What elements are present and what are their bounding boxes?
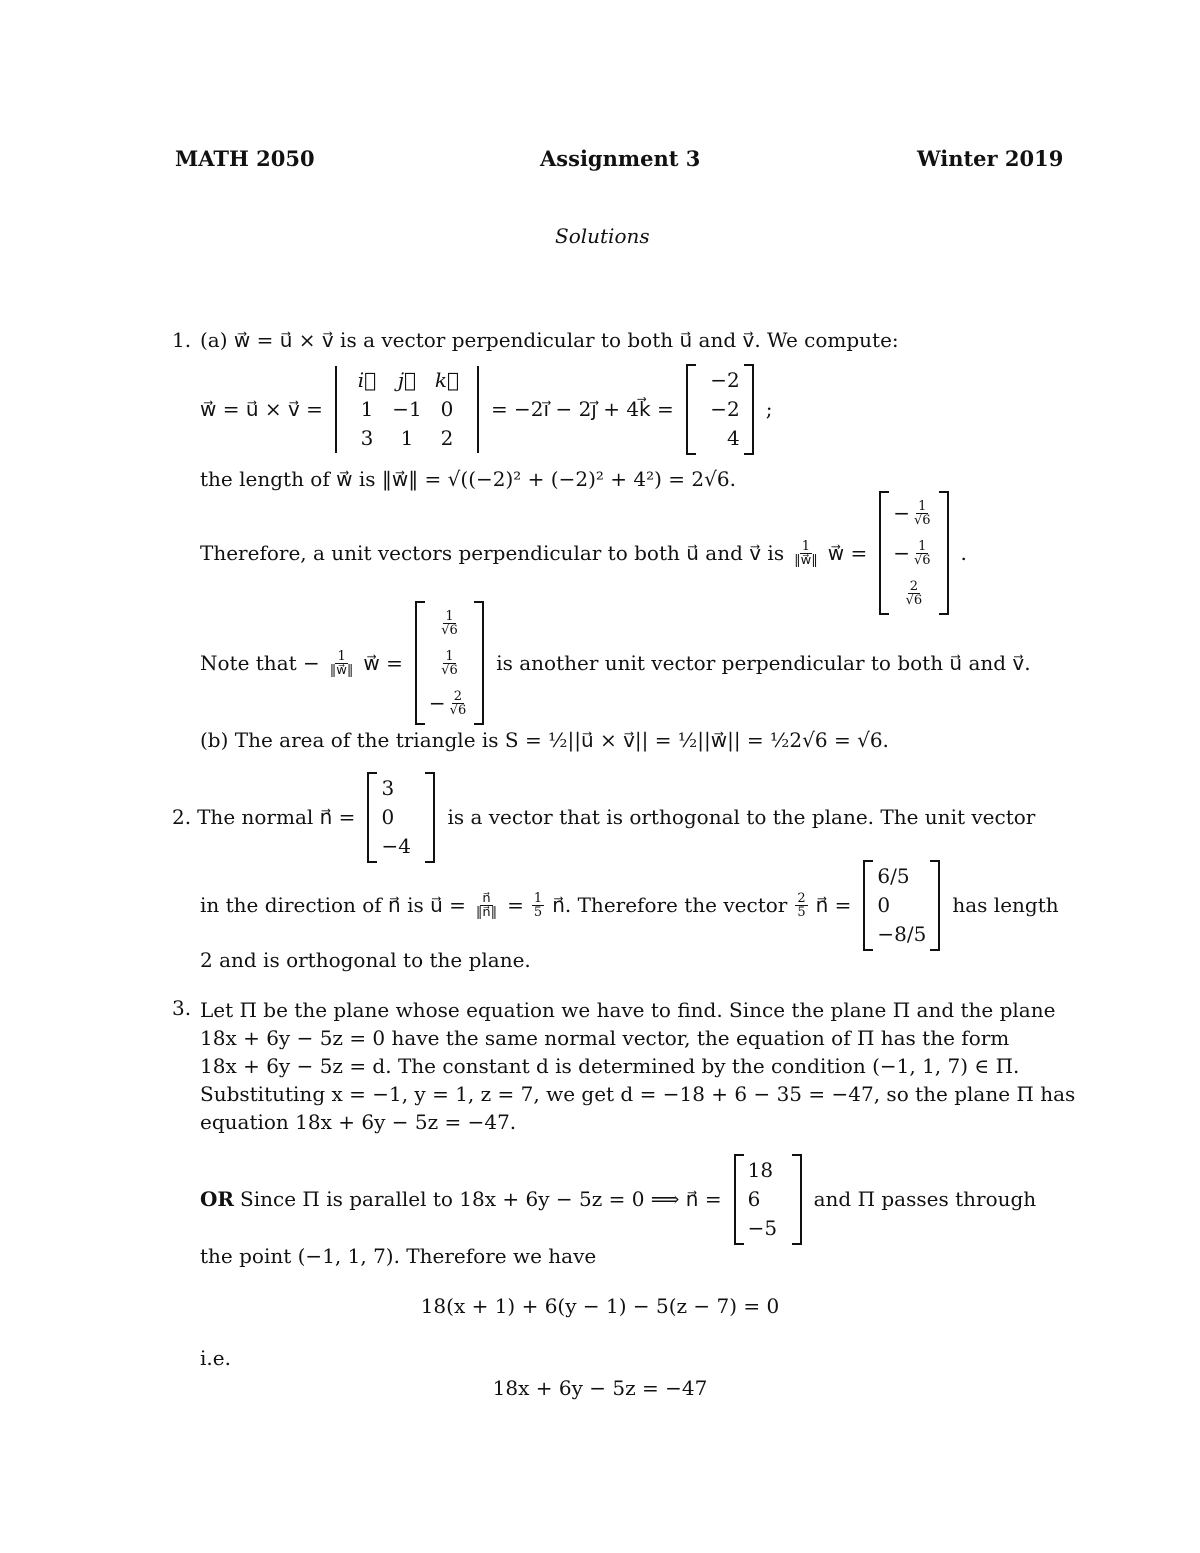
- ie-text: i.e.: [200, 1346, 231, 1370]
- frac-den: √6: [441, 622, 458, 638]
- determinant: [335, 366, 479, 453]
- fraction: [328, 650, 356, 677]
- vector-entry: [429, 643, 470, 683]
- sign: −: [893, 541, 910, 565]
- q2-direction-line: [200, 860, 1059, 950]
- det-cell: j⃗: [397, 368, 417, 392]
- q3-number: 3.: [172, 996, 192, 1020]
- frac-den: √6: [913, 512, 931, 528]
- frac-den: ‖n⃗‖: [475, 904, 498, 920]
- course-title: MATH 2050: [175, 146, 315, 171]
- subtitle: Solutions: [555, 224, 650, 248]
- vector-entry: −4: [381, 833, 411, 858]
- dir-n: n⃗ =: [815, 893, 852, 917]
- vector-entry: [429, 683, 470, 723]
- sign: −: [428, 691, 446, 715]
- vector-entry: −2: [710, 396, 740, 421]
- or-text: Since Π is parallel to 18x + 6y − 5z = 0 ⟹ n⃗ =: [240, 1187, 722, 1211]
- dir-mid: n⃗. Therefore the vector: [552, 893, 788, 917]
- frac-num: 1: [337, 648, 346, 664]
- frac-den: 5: [533, 904, 543, 920]
- note-vector: [415, 601, 484, 725]
- cross-product-line: [200, 364, 773, 454]
- note-w: w⃗ =: [363, 651, 403, 675]
- cross-lhs: w⃗ = u⃗ × v⃗ =: [200, 397, 323, 421]
- length-text: the length of w⃗ is ‖w⃗‖ = √((−2)² + (−2)² + 4²) = 2√6.: [200, 467, 736, 491]
- q3-or-line: [200, 1154, 1036, 1244]
- vector-entry: 3: [381, 775, 395, 800]
- term-title: Winter 2019: [917, 146, 1064, 171]
- cross-mid: = −2i⃗ − 2j⃗ + 4k⃗ =: [490, 397, 674, 421]
- frac-den: √6: [913, 552, 931, 568]
- vector-entry: [429, 603, 470, 643]
- frac-num: 1: [445, 608, 454, 624]
- frac-num: 1: [533, 890, 543, 906]
- vector-entry: 6/5: [877, 863, 910, 888]
- normal-suffix: is a vector that is orthogonal to the plane. The unit vector: [447, 805, 1036, 829]
- equals: =: [507, 893, 524, 917]
- or-vector: [734, 1154, 802, 1245]
- vector-entry: 4: [727, 425, 740, 450]
- vector-entry: 6: [747, 1186, 761, 1211]
- vector-entry: [893, 493, 934, 533]
- paragraph-line: 18x + 6y − 5z = 0 have the same normal vector, the equation of Π has the form: [200, 1026, 1010, 1050]
- q2-number: 2.: [172, 805, 192, 829]
- paragraph-line: 18x + 6y − 5z = d. The constant d is determined by the condition (−1, 1, 7) ∈ Π.: [200, 1054, 1020, 1078]
- paragraph-line: equation 18x + 6y − 5z = −47.: [200, 1110, 517, 1134]
- det-cell: 1: [360, 397, 374, 421]
- frac-num: 1: [801, 538, 811, 554]
- result-vector: [863, 860, 940, 951]
- frac-num: 2: [909, 578, 919, 594]
- note-suffix: is another unit vector perpendicular to both u⃗ and v⃗.: [496, 651, 1031, 675]
- vector-entry: −5: [747, 1215, 778, 1240]
- q2-normal-line: [172, 772, 1035, 862]
- or-suffix: and Π passes through: [813, 1187, 1037, 1211]
- vector-entry: 0: [381, 804, 395, 829]
- frac-num: 1: [918, 498, 927, 514]
- vector-entry: 18: [747, 1157, 774, 1182]
- frac-num: 2: [453, 688, 463, 704]
- q1-a-intro: (a) w⃗ = u⃗ × v⃗ is a vector perpendicular to both u⃗ and v⃗. We compute:: [200, 328, 899, 352]
- frac-num: 1: [918, 538, 927, 554]
- assignment-title: Assignment 3: [540, 146, 701, 171]
- w-vector: [686, 364, 754, 455]
- frac-den: ‖w⃗‖: [794, 552, 818, 568]
- frac-den: √6: [441, 662, 458, 678]
- fraction: [474, 892, 499, 919]
- q1-b-text: (b) The area of the triangle is S = ½||u⃗ × v⃗|| = ½||w⃗|| = ½2√6 = √6.: [200, 728, 889, 752]
- unit-vector-line: [200, 498, 967, 608]
- fraction: [532, 892, 544, 919]
- frac-num: 2: [797, 890, 806, 906]
- unit-w: w⃗ =: [827, 541, 868, 565]
- det-cell: −1: [392, 397, 422, 421]
- note-prefix: Note that −: [200, 651, 320, 675]
- dir-suffix: has length: [952, 893, 1059, 917]
- paragraph-line: Let Π be the plane whose equation we have to find. Since the plane Π and the plane: [200, 998, 1056, 1022]
- det-cell: i⃗: [357, 368, 377, 392]
- point-text: the point (−1, 1, 7). Therefore we have: [200, 1244, 597, 1268]
- fraction: [792, 540, 820, 567]
- det-cell: 3: [360, 426, 374, 450]
- unit-text: Therefore, a unit vectors perpendicular to both u⃗ and v⃗ is: [200, 541, 785, 565]
- frac-den: 5: [797, 904, 806, 920]
- q2-closing: 2 and is orthogonal to the plane.: [200, 948, 531, 972]
- semicolon: ;: [765, 397, 773, 421]
- q3-paragraph: [200, 996, 1075, 1136]
- vector-entry: −8/5: [877, 921, 927, 946]
- det-cell: 1: [400, 426, 414, 450]
- det-cell: 2: [440, 426, 454, 450]
- unit-vector: [879, 491, 948, 615]
- equation-1: 18(x + 1) + 6(y − 1) − 5(z − 7) = 0: [420, 1294, 780, 1318]
- dir-prefix: in the direction of n⃗ is u⃗ =: [200, 893, 466, 917]
- vector-entry: 0: [877, 892, 891, 917]
- frac-den: √6: [449, 702, 467, 718]
- det-cell: k⃗: [434, 368, 459, 392]
- paragraph-line: Substituting x = −1, y = 1, z = 7, we get d = −18 + 6 − 35 = −47, so the plane Π has: [200, 1082, 1076, 1106]
- normal-prefix: The normal n⃗ =: [197, 805, 356, 829]
- det-cell: 0: [440, 397, 454, 421]
- frac-den: ‖w⃗‖: [329, 662, 354, 678]
- sign: −: [893, 501, 910, 525]
- period: .: [960, 541, 967, 565]
- equation-2: 18x + 6y − 5z = −47: [492, 1376, 708, 1400]
- normal-vector: [367, 772, 435, 863]
- or-label: OR: [200, 1187, 235, 1211]
- q1-number: 1.: [172, 328, 192, 352]
- fraction: [795, 892, 807, 919]
- frac-den: √6: [905, 592, 923, 608]
- note-line: [200, 608, 1031, 718]
- vector-entry: [893, 573, 934, 613]
- frac-num: n⃗: [482, 890, 491, 906]
- frac-num: 1: [445, 648, 454, 664]
- vector-entry: [893, 533, 934, 573]
- vector-entry: −2: [710, 367, 740, 392]
